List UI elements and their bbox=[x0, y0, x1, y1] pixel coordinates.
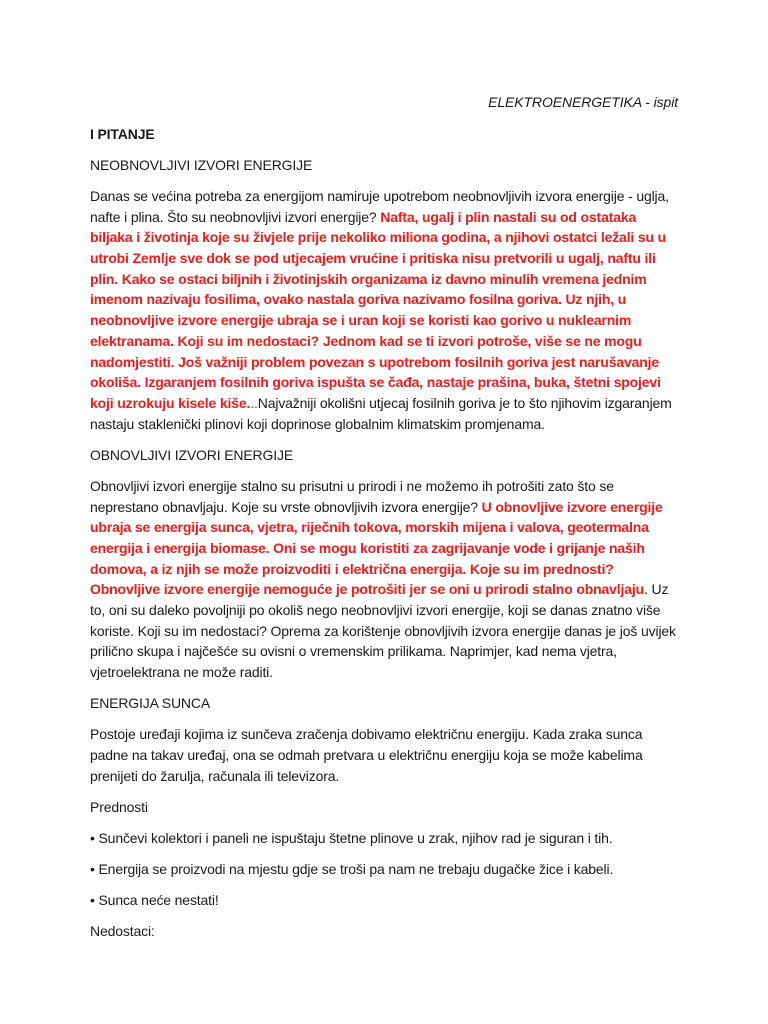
section-heading-solar: ENERGIJA SUNCA bbox=[90, 695, 211, 712]
renewable-intro-text: Obnovljivi izvori energije stalno su prisutni u prirodi i ne možemo ih potrošiti zato što se neprestano obnavljaju. Koje su vrste obnovljivih izvora energije? bbox=[90, 477, 614, 515]
paragraph-solar: Postoje uređaji kojima iz sunčeva zračenja dobivamo električnu energiju. Kada zraka sunca padne na takav uređaj, ona se odmah pretvara u električnu energiju koja se može kabelima prenijeti do žarulja, računala ili televizora. bbox=[90, 726, 643, 784]
advantages-label: Prednosti bbox=[90, 798, 148, 815]
question-title: I PITANJE bbox=[90, 125, 155, 142]
section-heading-renewable: OBNOVLJIVI IZVORI ENERGIJE bbox=[90, 446, 294, 463]
document-body bbox=[90, 92, 678, 952]
paragraph-non-renewable bbox=[90, 186, 678, 434]
renewable-highlight: U obnovljive izvore energije ubraja se energija sunca, vjetra, riječnih tokova, morskih mijena i valova, geotermalna energija i energija biomase. Oni se mogu koristiti za zagrijavanje vode i grijanje naših domova, a iz njih se može proizvoditi i električna energija. Koje su im prednosti? Obnovljive izvore energije nemoguće je potrošiti jer se oni u prirodi stalno obnavljaju bbox=[90, 498, 663, 598]
advantage-bullet: • Sunca neće nestati! bbox=[90, 892, 219, 909]
document-header: ELEKTROENERGETIKA - ispit bbox=[488, 94, 678, 110]
paragraph-renewable bbox=[90, 476, 678, 683]
renewable-closing-text: . Uz to, oni su daleko povoljniji po okoliš nego neobnovljivi izvori energije, koji se danas znatno više koriste. Koji su im nedostaci? Oprema za korištenje obnovljivih izvora energije danas je još uvijek prilično skupa i najčešće su ovisni o vremenskim prilikama. Naprimjer, kad nema vjetra, vjetroelektrana ne može raditi. bbox=[90, 581, 676, 681]
advantage-bullet: • Energija se proizvodi na mjestu gdje se troši pa nam ne trebaju dugačke žice i kabeli. bbox=[90, 861, 614, 878]
non-renewable-intro-text: Danas se većina potreba za energijom namiruje upotrebom neobnovljivih izvora energije - uglja, nafte i plina. Što su neobnovljivi izvori energije? bbox=[90, 187, 669, 225]
non-renewable-highlight: Nafta, ugalj i plin nastali su od ostataka biljaka i životinja koje su živjele prije nekoliko miliona godina, a njihovi ostatci ležali su u utrobi Zemlje sve dok se pod utjecajem vrućine i pritiska nisu pretvorili u ugalj, naftu ili plin. Kako se ostaci biljnih i životinjskih organizama iz davno minulih vremena jednim imenom nazivaju fosilima, ovako nastala goriva nazivamo fosilna goriva. Uz njih, u neobnovljive izvore energije ubraja se i uran koji se koristi kao gorivo u nuklearnim elektranama. Koji su im nedostaci? Jednom kad se ti izvori potroše, više se ne mogu nadomjestiti. Još važniji problem povezan s upotrebom fosilnih goriva jest narušavanje okoliša. Izgaranjem fosilnih goriva ispušta se čađa, nastaje prašina, buka, štetni spojevi koji uzrokuju kisele kiše. bbox=[90, 208, 667, 411]
disadvantages-label: Nedostaci: bbox=[90, 923, 155, 940]
non-renewable-closing-text: Najvažniji okolišni utjecaj fosilnih goriva je to što njihovim izgaranjem nastaju staklenički plinovi koji doprinose globalnim klimatskim promjenama. bbox=[90, 394, 672, 432]
section-heading-non-renewable: NEOBNOVLJIVI IZVORI ENERGIJE bbox=[90, 156, 313, 173]
advantage-bullet: • Sunčevi kolektori i paneli ne ispuštaju štetne plinove u zrak, njihov rad je siguran i tih. bbox=[90, 829, 613, 846]
non-renewable-ellipsis: .. bbox=[250, 394, 258, 411]
